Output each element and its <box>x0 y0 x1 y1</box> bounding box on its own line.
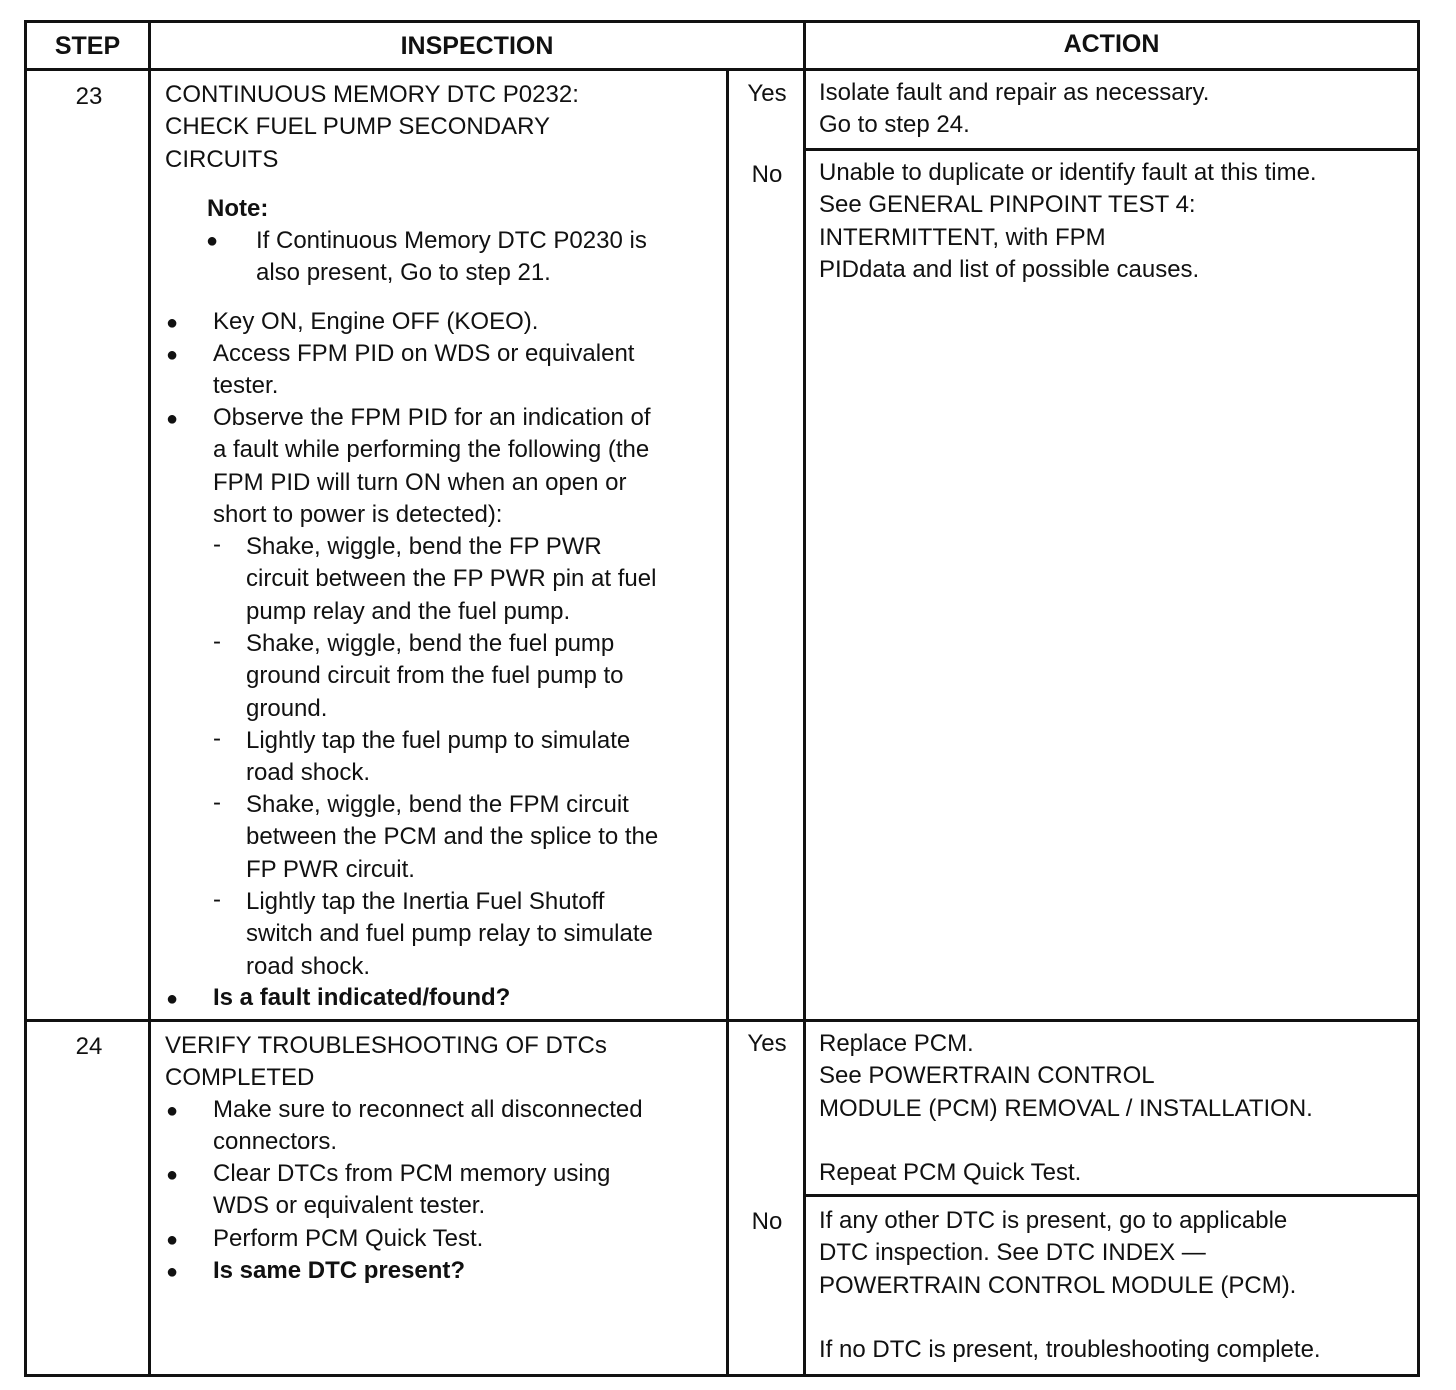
list-item <box>213 402 651 531</box>
bullet-icon: ● <box>166 408 179 430</box>
action-line: Repeat PCM Quick Test. <box>819 1159 1082 1187</box>
bullet-icon: ● <box>166 1100 179 1122</box>
list-item-line: a fault while performing the following (the <box>213 436 650 464</box>
action-line: MODULE (PCM) REMOVAL / INSTALLATION. <box>819 1094 1313 1122</box>
list-item <box>213 1094 643 1159</box>
sub-list-line: Shake, wiggle, bend the FP PWR <box>246 533 602 560</box>
no-label: No <box>751 1208 783 1235</box>
title-line: VERIFY TROUBLESHOOTING OF DTCs <box>165 1032 607 1059</box>
diagnostic-table <box>24 20 1420 1377</box>
header-action: ACTION <box>1063 30 1160 58</box>
list-item-line: Key ON, Engine OFF (KOEO). <box>213 308 539 335</box>
list-item-line: Make sure to reconnect all disconnected <box>213 1096 643 1123</box>
action-line: See POWERTRAIN CONTROL <box>819 1062 1155 1090</box>
dash-marker: - <box>213 531 221 558</box>
list-item-line: connectors. <box>213 1128 338 1156</box>
step-question: Is a fault indicated/found? <box>213 984 511 1011</box>
list-item-line: FPM PID will turn ON when an open or <box>213 468 627 496</box>
sub-list-line: road shock. <box>246 952 371 980</box>
list-item-line: short to power is detected): <box>213 500 503 528</box>
list-item <box>213 306 538 338</box>
action-line: If any other DTC is present, go to applicable <box>819 1207 1288 1234</box>
step24-yes-no-divider <box>806 1194 1420 1197</box>
no-action <box>819 157 1317 286</box>
yes-label: Yes <box>747 80 787 107</box>
header-divider <box>24 68 1420 71</box>
sub-list-line: ground. <box>246 694 328 722</box>
note-line: If Continuous Memory DTC P0230 is <box>256 227 647 254</box>
no-label: No <box>751 161 783 188</box>
no-action <box>819 1205 1321 1366</box>
action-line: See GENERAL PINPOINT TEST 4: <box>819 191 1196 219</box>
note-text <box>256 225 647 290</box>
action-line: POWERTRAIN CONTROL MODULE (PCM). <box>819 1271 1297 1299</box>
sub-list-line: Lightly tap the fuel pump to simulate <box>246 727 631 754</box>
sub-list-line: Lightly tap the Inertia Fuel Shutoff <box>246 888 605 915</box>
title-line: CONTINUOUS MEMORY DTC P0232: <box>165 81 579 108</box>
sub-list-item <box>246 725 630 790</box>
bullet-icon: ● <box>166 1164 179 1186</box>
list-item-line: Observe the FPM PID for an indication of <box>213 404 651 431</box>
title-line: CHECK FUEL PUMP SECONDARY <box>165 113 550 141</box>
step-number: 24 <box>75 1033 103 1060</box>
sub-list-line: pump relay and the fuel pump. <box>246 597 571 625</box>
sub-list-line: road shock. <box>246 759 371 787</box>
table-border-right <box>1417 20 1420 1377</box>
dash-marker: - <box>213 886 221 913</box>
yes-action <box>819 1028 1313 1189</box>
dash-marker: - <box>213 725 221 752</box>
sub-list-line: switch and fuel pump relay to simulate <box>246 920 653 948</box>
sub-list-item <box>246 886 653 983</box>
action-line: PIDdata and list of possible causes. <box>819 255 1200 283</box>
action-line-blank <box>819 1302 1321 1334</box>
list-item <box>213 1158 610 1223</box>
step-number: 23 <box>75 83 103 110</box>
sub-list-item <box>246 531 656 628</box>
yes-label: Yes <box>747 1030 787 1057</box>
sub-list-line: Shake, wiggle, bend the fuel pump <box>246 630 615 657</box>
table-border-left <box>24 20 27 1377</box>
step-question: Is same DTC present? <box>213 1257 466 1284</box>
header-step: STEP <box>54 32 121 60</box>
yes-no-column-divider <box>726 68 729 1377</box>
list-item <box>213 338 634 403</box>
action-line: Replace PCM. <box>819 1030 974 1057</box>
sub-list-line: between the PCM and the splice to the <box>246 823 659 851</box>
step-title <box>165 79 579 176</box>
list-item-line: Perform PCM Quick Test. <box>213 1225 484 1252</box>
action-line: Go to step 24. <box>819 111 970 139</box>
sub-list-line: circuit between the FP PWR pin at fuel <box>246 565 657 593</box>
action-line: If no DTC is present, troubleshooting complete. <box>819 1336 1321 1364</box>
sub-list-item <box>246 789 658 886</box>
bullet-icon: ● <box>206 230 219 252</box>
bullet-icon: ● <box>166 1261 179 1283</box>
title-line: COMPLETED <box>165 1064 315 1092</box>
table-border-top <box>24 20 1420 23</box>
table-border-bottom <box>24 1374 1420 1377</box>
bullet-icon: ● <box>166 312 179 334</box>
note-line: also present, Go to step 21. <box>256 259 551 287</box>
step-title <box>165 1030 607 1095</box>
header-inspection: INSPECTION <box>400 32 554 60</box>
action-line: Unable to duplicate or identify fault at this time. <box>819 159 1317 186</box>
action-line: INTERMITTENT, with FPM <box>819 223 1106 251</box>
yes-action <box>819 77 1209 142</box>
action-line-blank <box>819 1125 1313 1157</box>
bullet-icon: ● <box>166 1229 179 1251</box>
step-divider <box>24 1019 1420 1022</box>
action-column-divider <box>803 20 806 1377</box>
action-line: DTC inspection. See DTC INDEX — <box>819 1239 1206 1267</box>
list-item <box>213 1223 483 1255</box>
bullet-icon: ● <box>166 988 179 1010</box>
list-item-line: WDS or equivalent tester. <box>213 1192 486 1220</box>
list-item-line: Access FPM PID on WDS or equivalent <box>213 340 635 367</box>
step23-yes-no-divider <box>806 148 1420 151</box>
list-item-line: Clear DTCs from PCM memory using <box>213 1160 611 1187</box>
step-column-divider <box>148 20 151 1377</box>
action-line: Isolate fault and repair as necessary. <box>819 79 1210 106</box>
dash-marker: - <box>213 789 221 816</box>
list-item-line: tester. <box>213 372 279 400</box>
sub-list-line: ground circuit from the fuel pump to <box>246 662 624 690</box>
bullet-icon: ● <box>166 344 179 366</box>
note-label: Note: <box>207 195 269 222</box>
sub-list-line: Shake, wiggle, bend the FPM circuit <box>246 791 629 818</box>
dash-marker: - <box>213 628 221 655</box>
title-line: CIRCUITS <box>165 145 279 173</box>
sub-list-item <box>246 628 624 725</box>
sub-list-line: FP PWR circuit. <box>246 855 415 883</box>
